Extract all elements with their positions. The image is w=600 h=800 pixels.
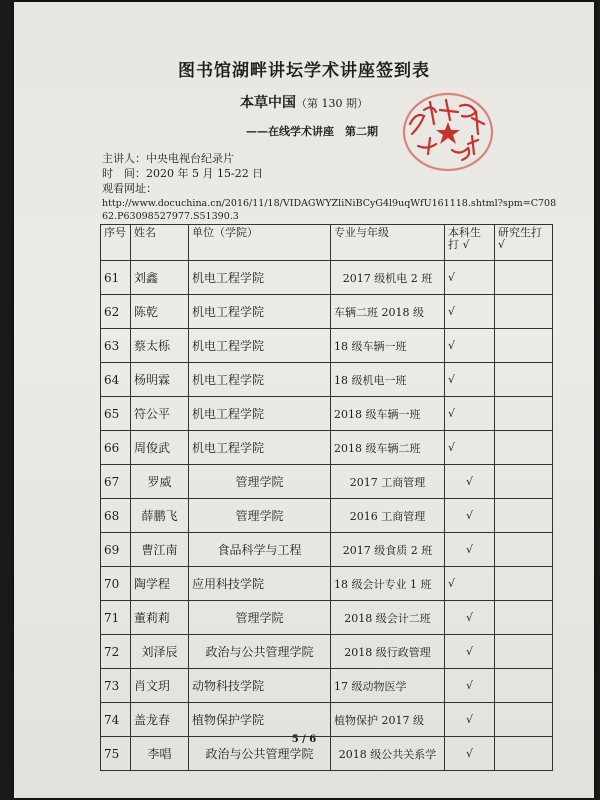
row-number: 65: [101, 397, 131, 431]
table-row: [101, 703, 553, 737]
row-number: 61: [101, 261, 131, 295]
grad-check: [495, 703, 553, 737]
undergrad-check: √: [445, 703, 495, 737]
paper-sheet: [14, 2, 594, 798]
student-name: 符公平: [131, 397, 189, 431]
header-name: 姓名: [131, 225, 189, 261]
table-header-row: [101, 225, 553, 261]
grad-check: [495, 261, 553, 295]
row-number: 68: [101, 499, 131, 533]
row-number: 72: [101, 635, 131, 669]
lecture-subtitle: [14, 92, 594, 112]
table-row: [101, 397, 553, 431]
speaker-line: 主讲人：中央电视台纪录片: [102, 152, 234, 165]
college-name: 应用科技学院: [189, 567, 331, 601]
row-number: 74: [101, 703, 131, 737]
header-college: 单位（学院）: [189, 225, 331, 261]
undergrad-check: √: [445, 669, 495, 703]
major-grade: 植物保护 2017 级: [331, 703, 445, 737]
table-row: [101, 261, 553, 295]
page-number: 5 / 6: [291, 734, 317, 745]
session-line: ——在线学术讲座 第二期: [246, 125, 378, 138]
college-name: 管理学院: [189, 499, 331, 533]
undergrad-check: √: [445, 533, 495, 567]
header-major: 专业与年级: [331, 225, 445, 261]
row-number: 70: [101, 567, 131, 601]
grad-check: [495, 669, 553, 703]
header-undergrad: 本科生打 √: [445, 225, 495, 261]
table-row: [101, 601, 553, 635]
major-grade: 2017 级机电 2 班: [331, 261, 445, 295]
undergrad-check: √: [445, 295, 495, 329]
college-name: 机电工程学院: [189, 295, 331, 329]
student-name: 肖文玥: [131, 669, 189, 703]
row-number: 66: [101, 431, 131, 465]
undergrad-check: √: [445, 567, 495, 601]
major-grade: 2017 级食质 2 班: [331, 533, 445, 567]
url-label: 观看网址：: [102, 182, 157, 195]
student-name: 周俊武: [131, 431, 189, 465]
time-line: 时 间：2020 年 5 月 15-22 日: [102, 167, 264, 180]
row-number: 71: [101, 601, 131, 635]
table-row: [101, 329, 553, 363]
grad-check: [495, 295, 553, 329]
row-number: 63: [101, 329, 131, 363]
table-row: [101, 635, 553, 669]
college-name: 政治与公共管理学院: [189, 737, 331, 771]
table-row: [101, 567, 553, 601]
student-name: 蔡太栎: [131, 329, 189, 363]
table-row: [101, 431, 553, 465]
undergrad-check: √: [445, 431, 495, 465]
grad-check: [495, 397, 553, 431]
grad-check: [495, 363, 553, 397]
grad-check: [495, 465, 553, 499]
grad-check: [495, 431, 553, 465]
grad-check: [495, 567, 553, 601]
undergrad-check: √: [445, 465, 495, 499]
url-line-1[interactable]: http://www.docuchina.cn/2016/11/18/VIDAGWYZliNiBCyG4l9uqWfU161118.shtml?spm=C708: [102, 198, 557, 209]
sign-in-table: [100, 224, 553, 771]
college-name: 机电工程学院: [189, 431, 331, 465]
major-grade: 2018 级行政管理: [331, 635, 445, 669]
major-grade: 18 级会计专业 1 班: [331, 567, 445, 601]
college-name: 食品科学与工程: [189, 533, 331, 567]
undergrad-check: √: [445, 363, 495, 397]
student-name: 陈乾: [131, 295, 189, 329]
major-grade: 18 级车辆一班: [331, 329, 445, 363]
undergrad-check: √: [445, 737, 495, 771]
major-grade: 2018 级车辆二班: [331, 431, 445, 465]
header-no: 序号: [101, 225, 131, 261]
grad-check: [495, 533, 553, 567]
table-row: [101, 669, 553, 703]
table-row: [101, 533, 553, 567]
student-name: 陶学程: [131, 567, 189, 601]
undergrad-check: √: [445, 601, 495, 635]
student-name: 杨明霖: [131, 363, 189, 397]
college-name: 机电工程学院: [189, 329, 331, 363]
row-number: 64: [101, 363, 131, 397]
major-grade: 2018 级车辆一班: [331, 397, 445, 431]
student-name: 刘鑫: [131, 261, 189, 295]
table-row: [101, 465, 553, 499]
red-seal-stamp: [398, 88, 496, 176]
subtitle-text: 本草中国: [240, 95, 296, 111]
major-grade: 2017 工商管理: [331, 465, 445, 499]
undergrad-check: √: [445, 261, 495, 295]
college-name: 动物科技学院: [189, 669, 331, 703]
row-number: 75: [101, 737, 131, 771]
college-name: 机电工程学院: [189, 363, 331, 397]
student-name: 曹江南: [131, 533, 189, 567]
issue-number: （第 130 期）: [296, 97, 368, 110]
major-grade: 车辆二班 2018 级: [331, 295, 445, 329]
major-grade: 2018 级会计二班: [331, 601, 445, 635]
undergrad-check: √: [445, 635, 495, 669]
undergrad-check: √: [445, 499, 495, 533]
row-number: 69: [101, 533, 131, 567]
grad-check: [495, 601, 553, 635]
college-name: 机电工程学院: [189, 397, 331, 431]
student-name: 薛鹏飞: [131, 499, 189, 533]
header-grad: 研究生打 √: [495, 225, 553, 261]
grad-check: [495, 499, 553, 533]
undergrad-check: √: [445, 329, 495, 363]
college-name: 机电工程学院: [189, 261, 331, 295]
undergrad-check: √: [445, 397, 495, 431]
major-grade: 18 级机电一班: [331, 363, 445, 397]
student-name: 刘泽辰: [131, 635, 189, 669]
college-name: 植物保护学院: [189, 703, 331, 737]
grad-check: [495, 329, 553, 363]
table-row: [101, 363, 553, 397]
major-grade: 17 级动物医学: [331, 669, 445, 703]
row-number: 62: [101, 295, 131, 329]
student-name: 李唱: [131, 737, 189, 771]
college-name: 管理学院: [189, 601, 331, 635]
grad-check: [495, 635, 553, 669]
college-name: 政治与公共管理学院: [189, 635, 331, 669]
major-grade: 2016 工商管理: [331, 499, 445, 533]
url-line-2[interactable]: 62.P63098527977.S51390.3: [102, 211, 239, 222]
student-name: 董莉莉: [131, 601, 189, 635]
student-name: 罗威: [131, 465, 189, 499]
college-name: 管理学院: [189, 465, 331, 499]
table-row: [101, 295, 553, 329]
table-row: [101, 499, 553, 533]
row-number: 73: [101, 669, 131, 703]
student-name: 盖龙春: [131, 703, 189, 737]
document-title: 图书馆湖畔讲坛学术讲座签到表: [178, 61, 430, 81]
row-number: 67: [101, 465, 131, 499]
major-grade: 2018 级公共关系学: [331, 737, 445, 771]
